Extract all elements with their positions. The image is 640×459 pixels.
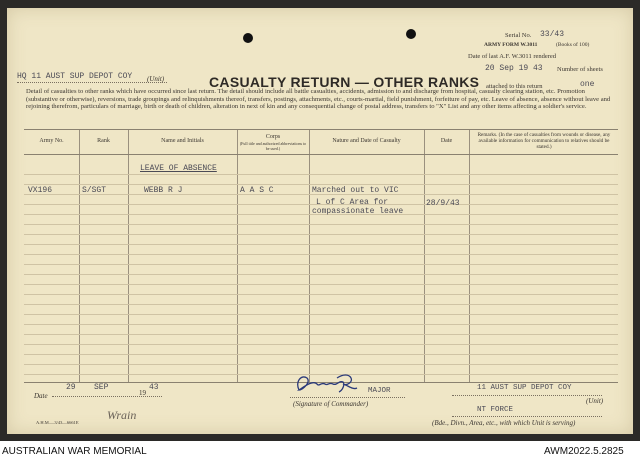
footer-bde-underline <box>452 416 602 417</box>
entry-corps: A A S C <box>240 186 274 195</box>
caption-left: AUSTRALIAN WAR MEMORIAL <box>2 446 147 457</box>
signature-label: (Signature of Commander) <box>293 400 369 408</box>
entry-nature-line1: Marched out to VIC <box>312 186 399 195</box>
page-title: CASUALTY RETURN — OTHER RANKS <box>209 74 480 90</box>
entry-nature-line2: L of C Area for <box>316 198 389 207</box>
entry-date: 28/9/43 <box>426 199 460 208</box>
number-sheets-label: Number of sheets <box>557 66 603 73</box>
date-last-label: Date of last A.F. W.3011 rendered <box>468 53 557 60</box>
army-form-label: ARMY FORM W.3011 <box>484 42 538 48</box>
handwritten-note: Wrain <box>107 408 137 422</box>
entry-nature-line3: compassionate leave <box>312 207 404 216</box>
section-heading: LEAVE OF ABSENCE <box>140 164 217 173</box>
unit-label: (Unit) <box>147 75 165 83</box>
date-year-prefix: 19 <box>139 389 146 397</box>
date-underline <box>52 396 162 397</box>
casualty-table <box>24 129 618 383</box>
commander-signature <box>293 368 367 398</box>
signature-underline <box>290 397 405 398</box>
attached-value: one <box>580 80 595 89</box>
bde-label: (Bde., Divn., Area, etc., with which Unit is serving) <box>432 419 576 427</box>
header-name: Name and Initials <box>161 138 204 144</box>
serial-label: Serial No. <box>505 32 532 39</box>
entry-army-no: VX196 <box>28 186 53 195</box>
unit-value: HQ 11 AUST SUP DEPOT COY <box>17 72 133 81</box>
date-label: Date <box>34 392 48 400</box>
footer-unit-line2: NT FORCE <box>477 406 514 414</box>
footer-unit-underline <box>452 395 602 396</box>
footer-unit-label: (Unit) <box>586 397 604 405</box>
header-nature: Nature and Date of Casualty <box>332 138 401 144</box>
entry-name: WEBB R J <box>144 186 183 195</box>
header-rank: Rank <box>97 138 110 144</box>
header-corps: Corps <box>265 134 281 140</box>
footer-unit-line1: 11 AUST SUP DEPOT COY <box>477 384 572 392</box>
caption-right: AWM2022.5.2825 <box>544 446 624 457</box>
attached-label: attached to this return <box>486 83 543 90</box>
header-remarks: Remarks. (In the case of casualties from wounds or disease, any available information for communication to relatives should be stated.) <box>477 132 611 150</box>
date-day: 29 <box>66 383 76 392</box>
army-form-note: (Books of 100) <box>556 42 590 48</box>
unit-underline <box>17 82 167 83</box>
date-year: 43 <box>149 383 159 392</box>
header-army-no: Army No. <box>39 138 64 144</box>
date-month: SEP <box>94 383 109 392</box>
header-corps-note: (Full title and authorized abbreviations to be used.) <box>239 141 307 151</box>
header-date: Date <box>440 138 453 144</box>
punch-hole-right <box>406 29 416 39</box>
date-last-value: 20 Sep 19 43 <box>485 64 543 73</box>
serial-number: 33/43 <box>540 30 565 39</box>
punch-hole-left <box>243 33 253 43</box>
commander-rank: MAJOR <box>368 387 391 395</box>
instructions-text: Detail of casualties to other ranks which have occurred since last return. The detail should include all battle casualties, accidents, admission to and discharge from hospital, casualty clearing station, etc. Promotion (substantive or otherwise), reversions, trade groupings and relinquishments thereof, transfers, postings, attachments, etc., courts-martial, field punishment, forfeiture of pay, etc. Leave of absence, absence without leave and rejoining therefrom, particulars of marriage, birth or death of children, alteration in next of kin and any consequential change of postal address, transfers to "X" List and any other items affecting a soldier's service. <box>26 88 611 111</box>
entry-rank: S/SGT <box>82 186 107 195</box>
print-code: A.H.M.—3/43—6661E <box>36 420 79 425</box>
